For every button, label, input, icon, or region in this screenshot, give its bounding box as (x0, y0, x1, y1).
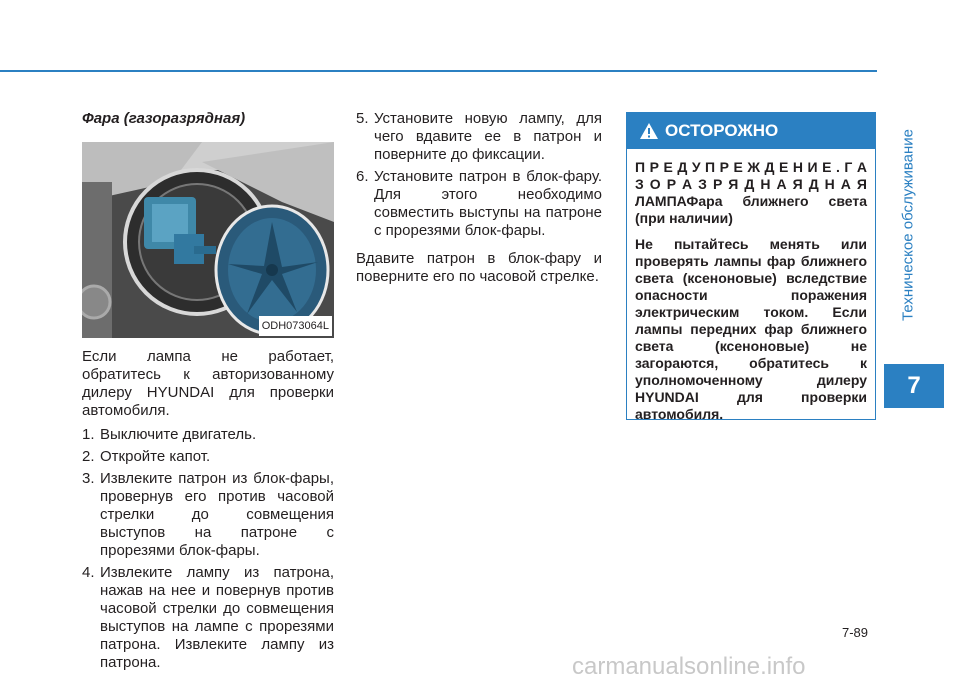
steps-list-left (82, 426, 334, 672)
step-item: 4. Извлеките лампу из патрона, нажав на нее и повернув против часовой стрелки до совмещения выступов на лампе с прорезями патрона. Извлеките лампу из патрона. (82, 564, 334, 671)
watermark: carmanualsonline.info (572, 653, 806, 680)
warning-title: ОСТОРОЖНО (665, 121, 779, 140)
warning-text: Не пытайтесь менять или проверять лампы фар ближнего света (ксеноновые) вследствие опасности поражения электрическим током. Если лампы передних фар ближнего света (ксеноновые) не загораются, обратитесь к уполномоченному дилеру HYUNDAI для проверки автомобиля. (635, 236, 867, 422)
steps-list-right (356, 110, 602, 240)
step-item: 6. Установите патрон в блок-фару. Для этого необходимо совместить выступы на патроне с прорезями блок-фары. (356, 168, 602, 239)
chapter-tab: 7 (884, 364, 944, 408)
warning-box (626, 112, 876, 420)
warning-heading: П Р Е Д У П Р Е Ж Д Е Н И Е . Г А З О Р А З Р Я Д Н А Я Д Н А Я ЛАМПАФара ближнего света (при наличии) (635, 159, 867, 226)
page-number: 7-89 (842, 625, 869, 640)
step-item: 5. Установите новую лампу, для чего вдавите ее в патрон и поверните до фиксации. (356, 110, 602, 163)
left-column (82, 110, 334, 676)
section-title: Фара (газоразрядная) (82, 110, 246, 127)
middle-column (356, 110, 602, 292)
top-rule (0, 70, 877, 72)
step-item: 3. Извлеките патрон из блок-фары, провернув его против часовой стрелки до совмещения выступов на патроне с прорезями блок-фары. (82, 470, 334, 559)
chapter-side-title: Техническое обслуживание (899, 129, 917, 321)
outro-paragraph: Вдавите патрон в блок-фару и поверните его по часовой стрелке. (356, 250, 602, 285)
step-item: 1. Выключите двигатель. (82, 426, 257, 443)
figure-code: ODH073064L (259, 316, 332, 336)
intro-paragraph: Если лампа не работает, обратитесь к авторизованному дилеру HYUNDAI для проверки автомобиля. (82, 348, 334, 419)
headlamp-illustration (82, 142, 334, 338)
warning-header (627, 113, 875, 149)
warning-body (627, 149, 875, 423)
warning-icon (639, 122, 659, 140)
step-item: 2. Откройте капот. (82, 448, 211, 465)
headlamp-figure (82, 142, 334, 338)
